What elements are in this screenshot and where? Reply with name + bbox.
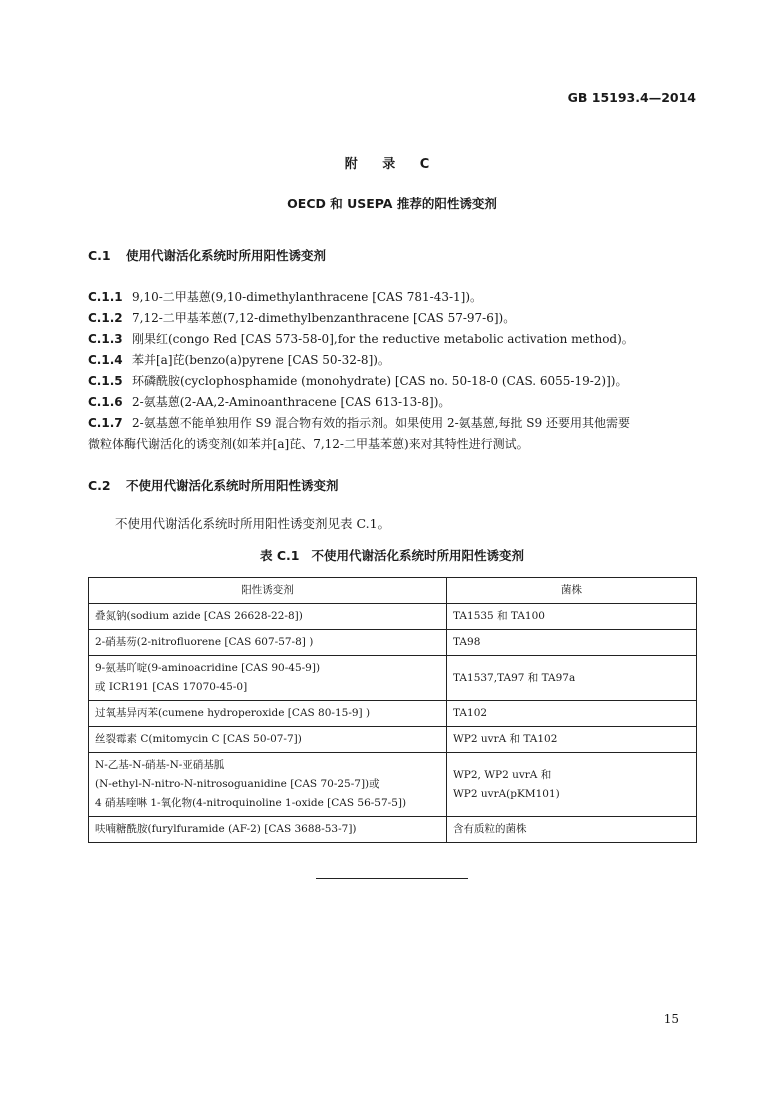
list-item [88, 350, 700, 371]
item-number: C.1.7 [88, 416, 123, 430]
table-row [89, 817, 697, 843]
list-item [88, 329, 700, 350]
list-item [88, 392, 700, 413]
cell-line: WP2 uvrA 和 TA102 [453, 733, 558, 745]
list-item [88, 371, 700, 392]
list-item [88, 287, 700, 308]
item-text: 2-氨基蒽(2-AA,2-Aminoanthracene [CAS 613-13-8])。 [132, 395, 451, 409]
list-item [88, 308, 700, 329]
item-text: 刚果红(congo Red [CAS 573-58-0],for the reductive metabolic activation method)。 [132, 332, 634, 346]
c1-item-list [88, 287, 700, 455]
end-rule-divider [316, 878, 468, 879]
table-row [89, 701, 697, 727]
strain-cell [447, 656, 697, 701]
table-row [89, 604, 697, 630]
cell-line: WP2, WP2 uvrA 和 [453, 768, 552, 781]
cell-line: 叠氮钠(sodium azide [CAS 26628-22-8]) [95, 610, 303, 622]
annex-subtitle: OECD 和 USEPA 推荐的阳性诱变剂 [287, 196, 497, 211]
cell-line: 或 ICR191 [CAS 17070-45-0] [95, 681, 248, 693]
cell-line: TA1537,TA97 和 TA97a [453, 671, 576, 684]
cell-line: 过氧基异丙苯(cumene hydroperoxide [CAS 80-15-9] ) [95, 707, 371, 719]
section-c2-heading [88, 476, 339, 494]
agent-cell [89, 630, 447, 656]
strain-cell [447, 727, 697, 753]
strain-cell [447, 630, 697, 656]
section-title: 不使用代谢活化系统时所用阳性诱变剂 [126, 478, 339, 493]
positive-mutagen-table [88, 577, 697, 843]
section-number: C.2 [88, 478, 111, 493]
agent-cell [89, 753, 447, 817]
table-caption [0, 546, 784, 564]
section-number: C.1 [88, 248, 111, 263]
header-agent: 阳性诱变剂 [89, 578, 447, 604]
cell-line: (N-ethyl-N-nitro-N-nitrosoguanidine [CAS 70-25-7])或 [95, 778, 380, 790]
table-title: 不使用代谢活化系统时所用阳性诱变剂 [311, 548, 524, 563]
strain-cell [447, 701, 697, 727]
cell-line: 4 硝基喹啉 1-氧化物(4-nitroquinoline 1-oxide [CAS 56-57-5]) [95, 797, 407, 809]
section-title: 使用代谢活化系统时所用阳性诱变剂 [126, 248, 327, 263]
standard-code: GB 15193.4—2014 [567, 90, 696, 105]
cell-line: N-乙基-N-硝基-N-亚硝基胍 [95, 759, 225, 771]
cell-line: 含有质粒的菌株 [453, 823, 527, 835]
item-number: C.1.2 [88, 311, 123, 325]
table-row [89, 656, 697, 701]
agent-cell [89, 701, 447, 727]
item-number: C.1.6 [88, 395, 123, 409]
strain-cell [447, 604, 697, 630]
cell-line: WP2 uvrA(pKM101) [453, 787, 560, 800]
annex-title: 附 录 C [344, 157, 440, 172]
section-c1-heading [88, 246, 326, 264]
page-number: 15 [663, 1012, 679, 1026]
item-number: C.1.5 [88, 374, 123, 388]
agent-cell [89, 727, 447, 753]
list-item [88, 413, 700, 434]
strain-cell [447, 817, 697, 843]
agent-cell [89, 604, 447, 630]
strain-cell [447, 753, 697, 817]
table-row [89, 753, 697, 817]
item-text: 7,12-二甲基苯蒽(7,12-dimethylbenzanthracene [CAS 57-97-6])。 [132, 311, 516, 325]
header-strain: 菌株 [447, 578, 697, 604]
item-text: 苯并[a]芘(benzo(a)pyrene [CAS 50-32-8])。 [132, 353, 390, 367]
cell-line: 呋喃糖酰胺(furylfuramide (AF-2) [CAS 3688-53-7]) [95, 823, 357, 835]
cell-line: TA1535 和 TA100 [453, 610, 545, 622]
item-continuation: 微粒体酶代谢活化的诱变剂(如苯并[a]芘、7,12-二甲基苯蒽)来对其特性进行测试。 [88, 437, 529, 451]
agent-cell [89, 817, 447, 843]
cell-line: 丝裂霉素 C(mitomycin C [CAS 50-07-7]) [95, 733, 302, 745]
item-number: C.1.3 [88, 332, 123, 346]
item-text: 2-氨基蒽不能单独用作 S9 混合物有效的指示剂。如果使用 2-氨基蒽,每批 S9 还要用其他需要 [132, 416, 630, 430]
agent-cell [89, 656, 447, 701]
table-header-row [89, 578, 697, 604]
cell-line: 9-氨基吖啶(9-aminoacridine [CAS 90-45-9]) [95, 662, 321, 674]
table-number: 表 C.1 [260, 548, 300, 563]
item-number: C.1.4 [88, 353, 123, 367]
item-number: C.1.1 [88, 290, 123, 304]
item-text: 9,10-二甲基蒽(9,10-dimethylanthracene [CAS 781-43-1])。 [132, 290, 483, 304]
cell-line: 2-硝基芴(2-nitrofluorene [CAS 607-57-8] ) [95, 636, 314, 648]
item-text: 环磷酰胺(cyclophosphamide (monohydrate) [CAS no. 50-18-0 (CAS. 6055-19-2)])。 [132, 374, 628, 388]
cell-line: TA102 [453, 707, 488, 719]
table-row [89, 630, 697, 656]
cell-line: TA98 [453, 636, 481, 648]
table-row [89, 727, 697, 753]
section-c2-paragraph: 不使用代谢活化系统时所用阳性诱变剂见表 C.1。 [115, 516, 391, 531]
